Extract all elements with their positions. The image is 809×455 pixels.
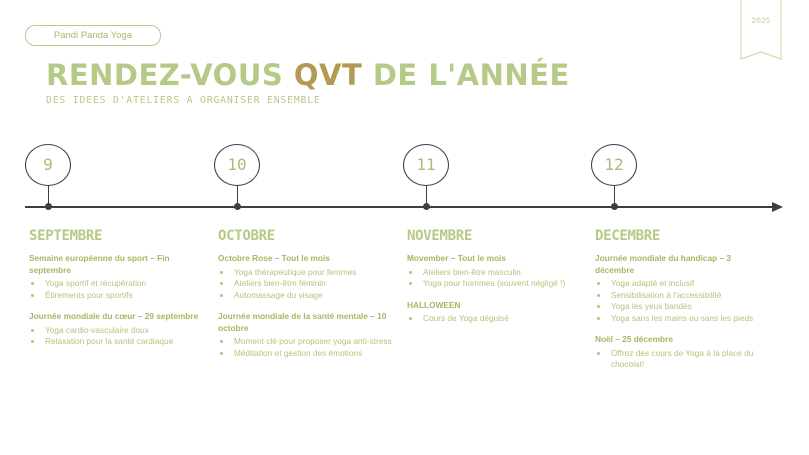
event-title: Noël – 25 décembre (595, 334, 673, 344)
timeline-axis (25, 206, 777, 208)
month-number-circle: 9 (25, 144, 71, 186)
event-section (595, 253, 770, 324)
event-title: Journée mondiale de la santé mentale – 10 octobre (218, 311, 387, 333)
activity-item: • Cours de Yoga déguisé (421, 313, 582, 325)
month-title: NOVEMBRE (407, 228, 473, 244)
event-section (407, 300, 582, 325)
activity-item: • Yoga sportif et récupération (43, 278, 204, 290)
activity-item: • Moment clé pour proposer yoga anti-stress (232, 336, 393, 348)
year-label: 2025 (751, 17, 771, 26)
activity-item: • Ateliers bien-être féminin (232, 278, 393, 290)
timeline-arrow-icon (772, 202, 783, 212)
activity-item: • Sensibilisation à l'accessibilité (609, 290, 770, 302)
activity-list (29, 278, 204, 301)
event-section (218, 253, 393, 301)
title-part2: DE L'ANNÉE (362, 58, 570, 92)
month-number-circle: 11 (403, 144, 449, 186)
activity-item: • Yoga cardio-vasculaire doux (43, 325, 204, 337)
event-title: HALLOWEEN (407, 299, 461, 310)
event-title: Movember – Tout le mois (407, 253, 506, 263)
activity-item: • Étirements pour sportifs (43, 290, 204, 302)
activity-list (407, 313, 582, 325)
event-section (29, 311, 204, 348)
activity-list (595, 278, 770, 324)
month-number-circle: 10 (214, 144, 260, 186)
activity-list (29, 325, 204, 348)
activity-item: • Yoga thérapeutique pour femmes (232, 267, 393, 279)
activity-list (595, 348, 770, 371)
page-title (46, 58, 570, 92)
activity-item: • Ateliers bien-être masculin (421, 267, 582, 279)
page-subtitle: DES IDEES D'ATELIERS A ORGANISER ENSEMBLE (46, 95, 321, 106)
timeline-dot (234, 203, 241, 210)
activity-item: • Yoga pour hommes (souvent négligé !) (421, 278, 582, 290)
month-title: DECEMBRE (595, 228, 661, 244)
event-title: Journée mondiale du handicap – 3 décembre (595, 253, 732, 275)
month-column (595, 228, 770, 381)
activity-item: • Yoga les yeux bandés (609, 301, 770, 313)
month-column (218, 228, 393, 369)
event-title: Journée mondiale du cœur – 29 septembre (29, 311, 199, 321)
timeline-dot (45, 203, 52, 210)
event-title: Octobre Rose – Tout le mois (218, 253, 330, 263)
timeline-dot (423, 203, 430, 210)
event-section (218, 311, 393, 359)
title-part1: RENDEZ-VOUS (46, 58, 294, 92)
activity-item: • Yoga adapté et inclusif (609, 278, 770, 290)
activity-item: • Relaxation pour la santé cardiaque (43, 336, 204, 348)
event-section (29, 253, 204, 301)
month-title: SEPTEMBRE (29, 228, 103, 244)
activity-item: • Méditation et gestion des émotions (232, 348, 393, 360)
brand-pill (25, 25, 161, 46)
title-highlight: QVT (293, 58, 363, 92)
month-title: OCTOBRE (218, 228, 275, 244)
event-section (595, 334, 770, 371)
month-number-circle: 12 (591, 144, 637, 186)
activity-list (407, 267, 582, 290)
bookmark-icon (740, 0, 782, 60)
month-column (407, 228, 582, 335)
activity-item: • Yoga sans les mains ou sans les pieds (609, 313, 770, 325)
month-column (29, 228, 204, 358)
event-section (407, 253, 582, 290)
activity-list (218, 267, 393, 302)
year-ribbon (740, 0, 782, 60)
activity-item: • Offrez des cours de Yoga à la place du chocolat! (609, 348, 770, 371)
activity-list (218, 336, 393, 359)
activity-item: • Automassage du visage (232, 290, 393, 302)
event-title: Semaine européenne du sport – Fin septembre (29, 253, 170, 275)
brand-name: Pandi Panda Yoga (53, 30, 133, 41)
timeline-dot (611, 203, 618, 210)
